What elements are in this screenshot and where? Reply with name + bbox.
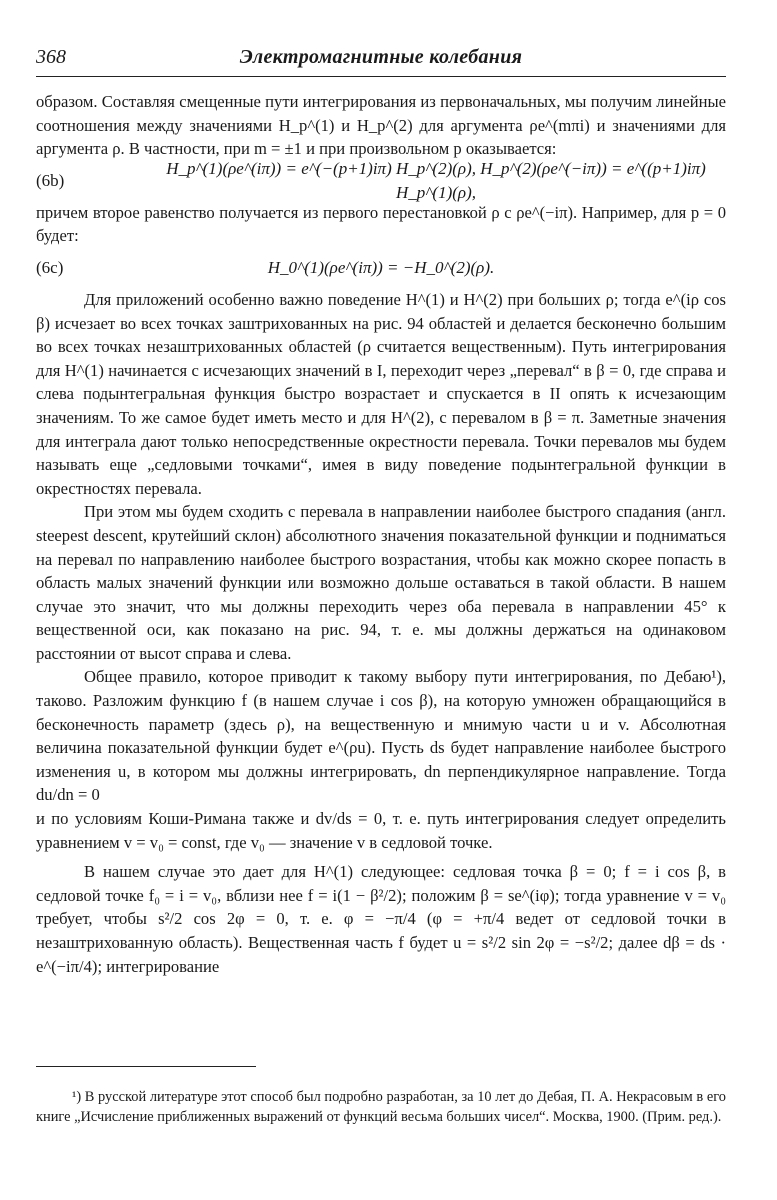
page-header <box>36 46 726 74</box>
paragraph-5: Общее правило, которое приводит к такому выбору пути интегрирования, по Дебаю¹), таково. Разложим функцию f (в нашем случае i cos β), на которую умножен обращающийся в бесконечность параметр (здесь ρ), на вещественную и мнимую части u и v. Абсолютная величина показательной функции будет e^(ρu). Пусть ds будет направление наиболее быстрого изменения u, в котором мы должны интегрировать, dn перпендикулярное направление. Тогда du/dn = 0 <box>36 667 726 805</box>
equation-6c-tag: (6c) <box>36 258 64 278</box>
running-title: Электромагнитные колебания <box>239 46 523 68</box>
equation-6b-tag: (6b) <box>36 170 65 190</box>
equation-6b-formula: H_p^(1)(ρe^(iπ)) = e^(−(p+1)iπ) H_p^(2)(ρ), H_p^(2)(ρe^(−iπ)) = e^((p+1)iπ) H_p^(1)(ρ), <box>166 159 706 202</box>
equation-6c-formula: H_0^(1)(ρe^(iπ)) = −H_0^(2)(ρ). <box>267 258 495 278</box>
paragraph-6: и по условиям Коши-Римана также и dv/ds = 0, т. е. путь интегрирования следует определить уравнением v = v₀ = const, где v₀ — значение v в седловой точке. <box>36 809 726 852</box>
header-rule <box>36 76 726 77</box>
footnote: ¹) В русской литературе этот способ был подробно разработан, за 10 лет до Дебая, П. А. Некрасовым в его книге „Исчисление приближенных выражений от функций весьма больших чисел“. Москва, 1900. (Прим. ред.). <box>36 1089 726 1125</box>
paragraph-3: Для приложений особенно важно поведение H^(1) и H^(2) при больших ρ; тогда e^(iρ cos β) исчезает во всех точках заштрихованных на рис. 94 областей и делается бесконечно большим во всех точках незаштрихованных областей (ρ считается вещественным). Путь интегрирования для H^(1) начинается с исчезающих значений в I, переходит через „перевал“ в β = 0, где справа и слева подынтегральная функция быстро возрастает и спускается в II опять к исчезающим значениям. То же самое будет иметь место и для H^(2), с перевалом в β = π. Заметные значения для интеграла дают только непосредственные окрестности перевала. Точки перевалов мы будем называть еще „седловыми точками“, имея в виду поведение подынтегральной функции в окрестностях перевала. <box>36 289 726 498</box>
paragraph-4: При этом мы будем сходить с перевала в направлении наиболее быстрого спадания (англ. steepest descent, крутейший склон) абсолютного значения показательной функции и подниматься на перевал по направлению наиболее быстрого возрастания, чтобы как можно скорее попасть в область малых значений функции или возможно дольше оставаться в такой области. В нашем случае это значит, что мы должны переходить через оба перевала в направлении 45° к вещественной оси, как показано на рис. 94, т. е. мы должны держаться на одинаковом расстоянии от высот справа и слева. <box>36 502 726 663</box>
page-number: 368 <box>36 46 66 68</box>
main-text <box>36 90 726 978</box>
footnote-rule <box>36 1066 256 1067</box>
paragraph-1: образом. Составляя смещенные пути интегрирования из первоначальных, мы получим линейные соотношения между значениями H_p^(1) и H_p^(2) для аргумента ρe^(mπi) и значениями для аргумента ρ. В частности, при m = ±1 и при произвольном p оказывается: <box>36 92 726 159</box>
paragraph-2: причем второе равенство получается из первого перестановкой ρ с ρe^(−iπ). Например, для p = 0 будет: <box>36 202 726 246</box>
paragraph-7: В нашем случае это дает для H^(1) следующее: седловая точка β = 0; f = i cos β, в седловой точке f₀ = i = v₀, вблизи нее f = i(1 − β²/2); положим β = se^(iφ); тогда уравнение v = v₀ требует, чтобы s²/2 cos 2φ = 0, т. е. φ = −π/4 (φ = +π/4 ведет от седловой точки в незаштрихованную область). Вещественная часть f будет u = s²/2 sin 2φ = −s²/2; далее dβ = ds · e^(−iπ/4); интегрирование <box>36 862 726 976</box>
equation-6c <box>36 248 726 288</box>
equation-6b <box>36 161 726 201</box>
